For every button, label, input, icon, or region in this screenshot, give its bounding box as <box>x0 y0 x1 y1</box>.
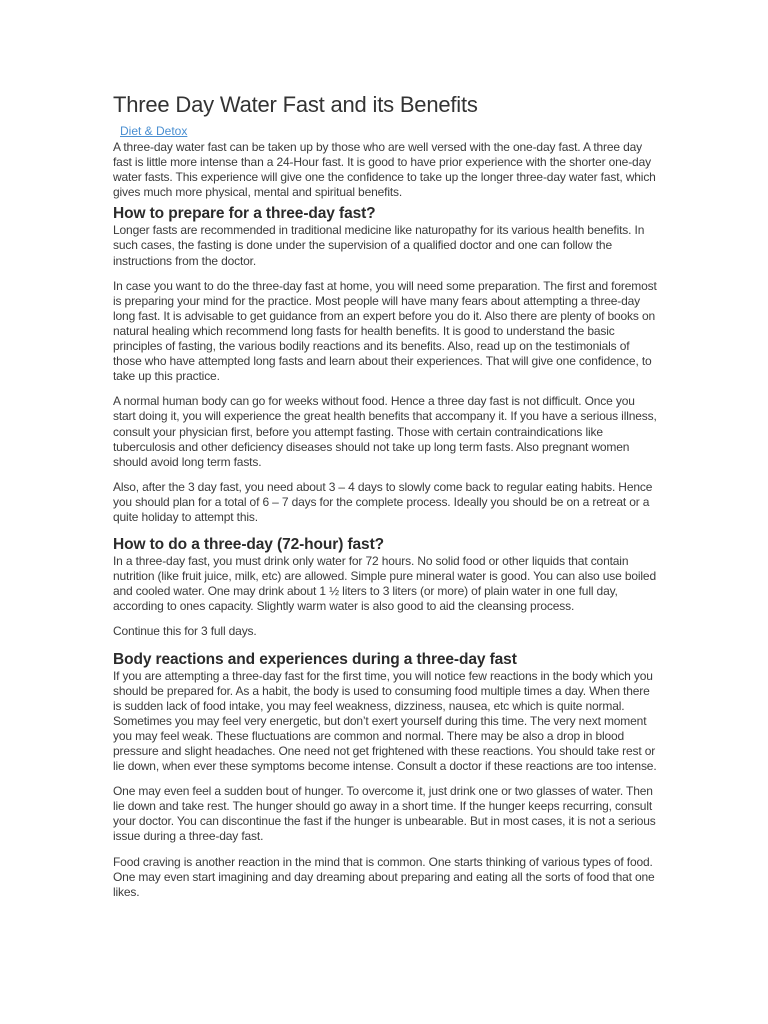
paragraph: A normal human body can go for weeks without food. Hence a three day fast is not difficult. Once you start doing it, you will experience the great health benefits that accompany it. If you have a serious illness, consult your physician first, before you attempt fasting. Those with certain contraindications like tuberculosis and other deficiency diseases should not take up long term fasts. Also pregnant women should avoid long term fasts. <box>113 394 657 469</box>
paragraph: Food craving is another reaction in the mind that is common. One starts thinking of various types of food. One may even start imagining and day dreaming about preparing and eating all the sorts of food that one likes. <box>113 854 655 899</box>
paragraph: Continue this for 3 full days. <box>113 624 257 639</box>
paragraph: If you are attempting a three-day fast for the first time, you will notice few reactions in the body which you should be prepared for. As a habit, the body is used to consuming food multiple times a day. When there is sudden lack of food intake, you may feel weakness, dizziness, nausea, etc which is quite normal. Sometimes you may feel very energetic, but don’t exert yourself during this time. The very next moment you may feel weak. These fluctuations are common and normal. There may be also a drop in blood pressure and slight headaches. One need not get frightened with these reactions. You should take rest or lie down, when ever these symptoms become intense. Consult a doctor if these reactions are too intense. <box>113 668 657 774</box>
paragraph: In a three-day fast, you must drink only water for 72 hours. No solid food or other liquids that contain nutrition (like fruit juice, milk, etc) are allowed. Simple pure mineral water is good. You can also use boiled and cooled water. One may drink about 1 ½ liters to 3 liters (or more) of plain water in one full day, according to ones capacity. Slightly warm water is also good to aid the cleansing process. <box>113 554 656 614</box>
section-how-to <box>113 535 658 639</box>
intro-paragraph: A three-day water fast can be taken up by those who are well versed with the one-day fast. A three day fast is little more intense than a 24-Hour fast. It is good to have prior experience with the shorter one-day water fasts. This experience will give one the confidence to take up the longer three-day water fast, which gives much more physical, mental and spiritual benefits. <box>113 140 656 200</box>
article-title: Three Day Water Fast and its Benefits <box>113 92 478 117</box>
paragraph: One may even feel a sudden bout of hunger. To overcome it, just drink one or two glasses of water. Then lie down and take rest. The hunger should go away in a short time. If the hunger keeps recurring, consult your doctor. You can discontinue the fast if the hunger is unbearable. But in most cases, it is not a serious issue during a three-day fast. <box>113 784 656 844</box>
paragraph: In case you want to do the three-day fast at home, you will need some preparation. The first and foremost is preparing your mind for the practice. Most people will have many fears about attempting a three-day long fast. It is advisable to get guidance from an expert before you do it. Also there are plenty of books on natural healing which recommend long fasts for health benefits. It is good to understand the basic principles of fasting, the various bodily reactions and its benefits. Also, read up on the testimonials of those who have attempted long fasts and learn about their experiences. That will give one confidence, to take up this practice. <box>113 278 657 384</box>
paragraph: Longer fasts are recommended in traditional medicine like naturopathy for its various health benefits. In such cases, the fasting is done under the supervision of a qualified doctor and one can follow the instructions from the doctor. <box>113 223 645 268</box>
section-body-reactions <box>113 650 658 900</box>
section-heading: How to do a three-day (72-hour) fast? <box>113 536 385 554</box>
section-prepare <box>113 204 658 525</box>
section-heading: How to prepare for a three-day fast? <box>113 205 376 223</box>
category-link[interactable]: Diet & Detox <box>120 124 188 138</box>
article <box>113 90 658 900</box>
paragraph: Also, after the 3 day fast, you need about 3 – 4 days to slowly come back to regular eating habits. Hence you should plan for a total of 6 – 7 days for the complete process. Ideally you should be on a retreat or a quite holiday to attempt this. <box>113 479 653 524</box>
section-heading: Body reactions and experiences during a three-day fast <box>113 650 517 668</box>
